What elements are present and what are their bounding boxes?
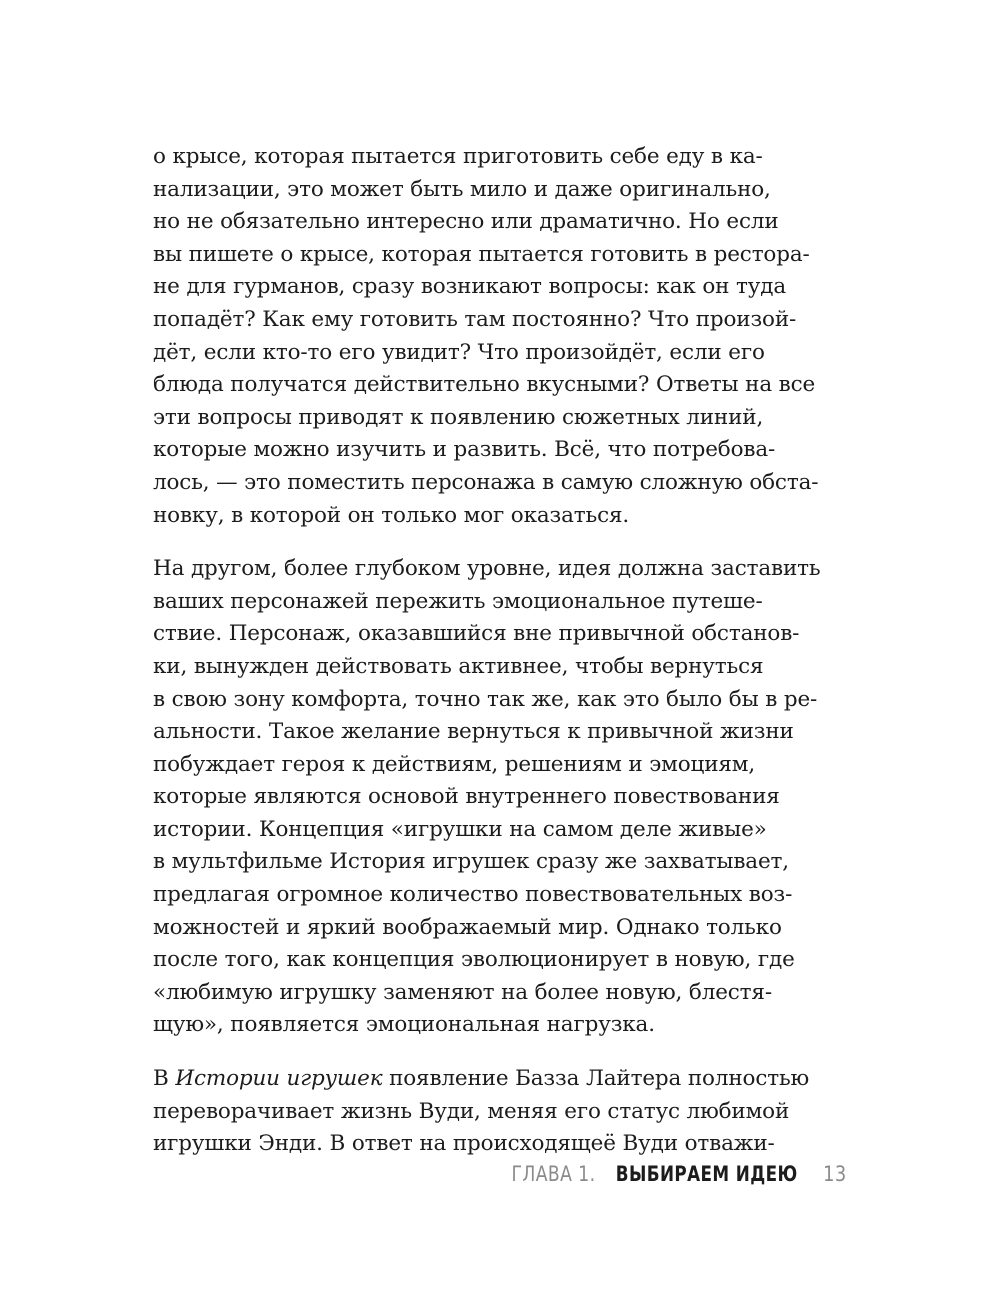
text-line: которые являются основой внутреннего повествования (153, 784, 780, 810)
text-line: игрушки Энди. В ответ на происходящеё Вуди отважи- (153, 1131, 775, 1157)
text-line: о крысе, которая пытается приготовить себе еду в ка- (153, 144, 763, 169)
text-line: предлагая огромное количество повествовательных воз- (153, 882, 793, 908)
paragraph-3 (153, 1063, 810, 1161)
text-line: ствие. Персонаж, оказавшийся вне привычной обстанов- (153, 621, 800, 647)
section-title: ВЫБИРАЕМ ИДЕЮ (615, 1162, 798, 1186)
text-line: «любимую игрушку заменяют на более новую, блестя- (153, 979, 772, 1005)
text-line: блюда получатся действительно вкусными? Ответы на все (153, 372, 816, 398)
text-line: которые можно изучить и развить. Всё, что потребова- (153, 437, 776, 463)
text-line: в свою зону комфорта, точно так же, как это было бы в ре- (153, 686, 818, 712)
chapter-label: ГЛАВА 1. (511, 1162, 596, 1186)
text-line: истории. Концепция «игрушки на самом деле живые» (153, 816, 767, 842)
page-number: 13 (823, 1162, 847, 1186)
text-suffix: появление Базза Лайтера полностью (382, 1066, 810, 1092)
text-line: На другом, более глубоком уровне, идея должна заставить (153, 556, 821, 582)
page-body (153, 141, 821, 1182)
text-line: ваших персонажей пережить эмоциональное путеше- (153, 588, 763, 614)
paragraph-1 (153, 141, 819, 532)
paragraph-2 (153, 553, 821, 1042)
text-line: новку, в которой он только мог оказаться. (153, 502, 630, 528)
text-line (153, 1063, 810, 1096)
text-line: в мультфильме История игрушек сразу же захватывает, (153, 849, 789, 875)
text-line: не для гурманов, сразу возникают вопросы: как он туда (153, 274, 787, 300)
text-line: после того, как концепция эволюционирует в новую, где (153, 947, 795, 973)
text-line: побуждает героя к действиям, решениям и эмоциям, (153, 751, 756, 777)
text-line: вы пишете о крысе, которая пытается готовить в рестора- (153, 241, 810, 267)
text-line: лось, — это поместить персонажа в самую сложную обста- (153, 469, 819, 495)
text-line: попадёт? Как ему готовить там постоянно? Что произой- (153, 306, 797, 332)
text-line: щую», появляется эмоциональная нагрузка. (153, 1012, 655, 1038)
text-prefix: В (153, 1066, 176, 1092)
text-line: но не обязательно интересно или драматично. Но если (153, 209, 779, 235)
running-footer (493, 1162, 849, 1186)
text-line: дёт, если кто-то его увидит? Что произойдёт, если его (153, 339, 765, 365)
text-line: нализации, это может быть мило и даже оригинально, (153, 176, 771, 202)
italic-title: Истории игрушек (175, 1066, 383, 1092)
text-line: переворачивает жизнь Вуди, меняя его статус любимой (153, 1098, 790, 1124)
text-line: можностей и яркий воображаемый мир. Однако только (153, 914, 782, 940)
text-line: ки, вынужден действовать активнее, чтобы вернуться (153, 653, 764, 679)
text-line: эти вопросы приводят к появлению сюжетных линий, (153, 404, 764, 430)
text-line: альности. Такое желание вернуться к привычной жизни (153, 719, 794, 745)
